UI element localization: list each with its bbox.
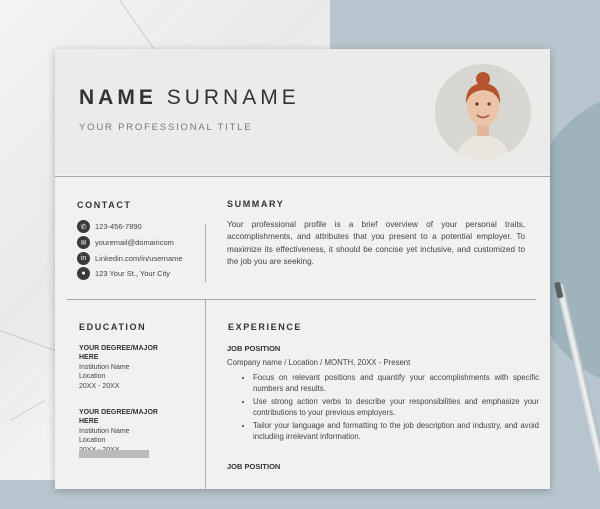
bullet-item: • Focus on relevant positions and quantify your accomplishments with specific numbers and results. [253, 372, 539, 395]
summary-text: Your professional profile is a brief overview of your personal traits, accomplishments, and attributes that you present to a potential employer. To maximize its effectiveness, it should be concise yet inclusive, and customized to the job you are seeking. [227, 220, 525, 267]
marble-vein [0, 330, 57, 351]
education-heading: EDUCATION [79, 322, 147, 332]
section-divider [67, 299, 536, 300]
header-divider [55, 176, 550, 177]
resume-header [55, 49, 550, 174]
summary-heading: SUMMARY [227, 199, 285, 209]
contact-linkedin [77, 252, 183, 265]
location: Location [79, 373, 106, 381]
location-pin-icon: ● [77, 267, 90, 280]
bullet-item: • Tailor your language and formatting to the job description and industry, and avoid including irrelevant information. [253, 420, 539, 443]
contact-divider [205, 224, 206, 282]
linkedin-text: Linkedin.com/in/username [95, 254, 183, 263]
resume-name [79, 86, 300, 110]
contact-heading: CONTACT [77, 200, 132, 210]
location: Location [79, 437, 106, 445]
education-item [79, 344, 174, 391]
contact-address [77, 267, 170, 280]
column-divider [205, 300, 206, 489]
education-item [79, 408, 174, 455]
years: 20XX - 20XX [79, 382, 120, 390]
job-bullets [241, 372, 539, 443]
portrait-illustration [435, 64, 531, 160]
professional-title: YOUR PROFESSIONAL TITLE [79, 122, 253, 133]
email-text: youremail@domaincom [95, 238, 174, 247]
contact-phone [77, 220, 142, 233]
linkedin-icon: in [77, 252, 90, 265]
degree: YOUR DEGREE/MAJOR HERE [79, 345, 158, 362]
email-icon: ✉ [77, 236, 90, 249]
bullet-item: • Use strong action verbs to describe your responsibilities and emphasize your contributions to your previous employers. [253, 396, 539, 419]
contact-email [77, 236, 174, 249]
phone-icon: ✆ [77, 220, 90, 233]
cut-off-content [79, 450, 149, 458]
institution: Institution Name [79, 427, 130, 435]
company-line: Company name / Location / MONTH, 20XX - Present [227, 358, 411, 367]
last-name: SURNAME [166, 86, 300, 109]
degree: YOUR DEGREE/MAJOR HERE [79, 409, 158, 426]
profile-photo [435, 64, 531, 160]
first-name: NAME [79, 86, 157, 109]
address-text: 123 Your St., Your City [95, 269, 171, 278]
institution: Institution Name [79, 363, 130, 371]
job-position: JOB POSITION [227, 344, 281, 353]
resume-page [55, 49, 550, 489]
experience-heading: EXPERIENCE [228, 322, 303, 332]
job-position: JOB POSITION [227, 462, 281, 471]
marble-vein [10, 400, 45, 421]
phone-text: 123-456-7890 [95, 222, 142, 231]
